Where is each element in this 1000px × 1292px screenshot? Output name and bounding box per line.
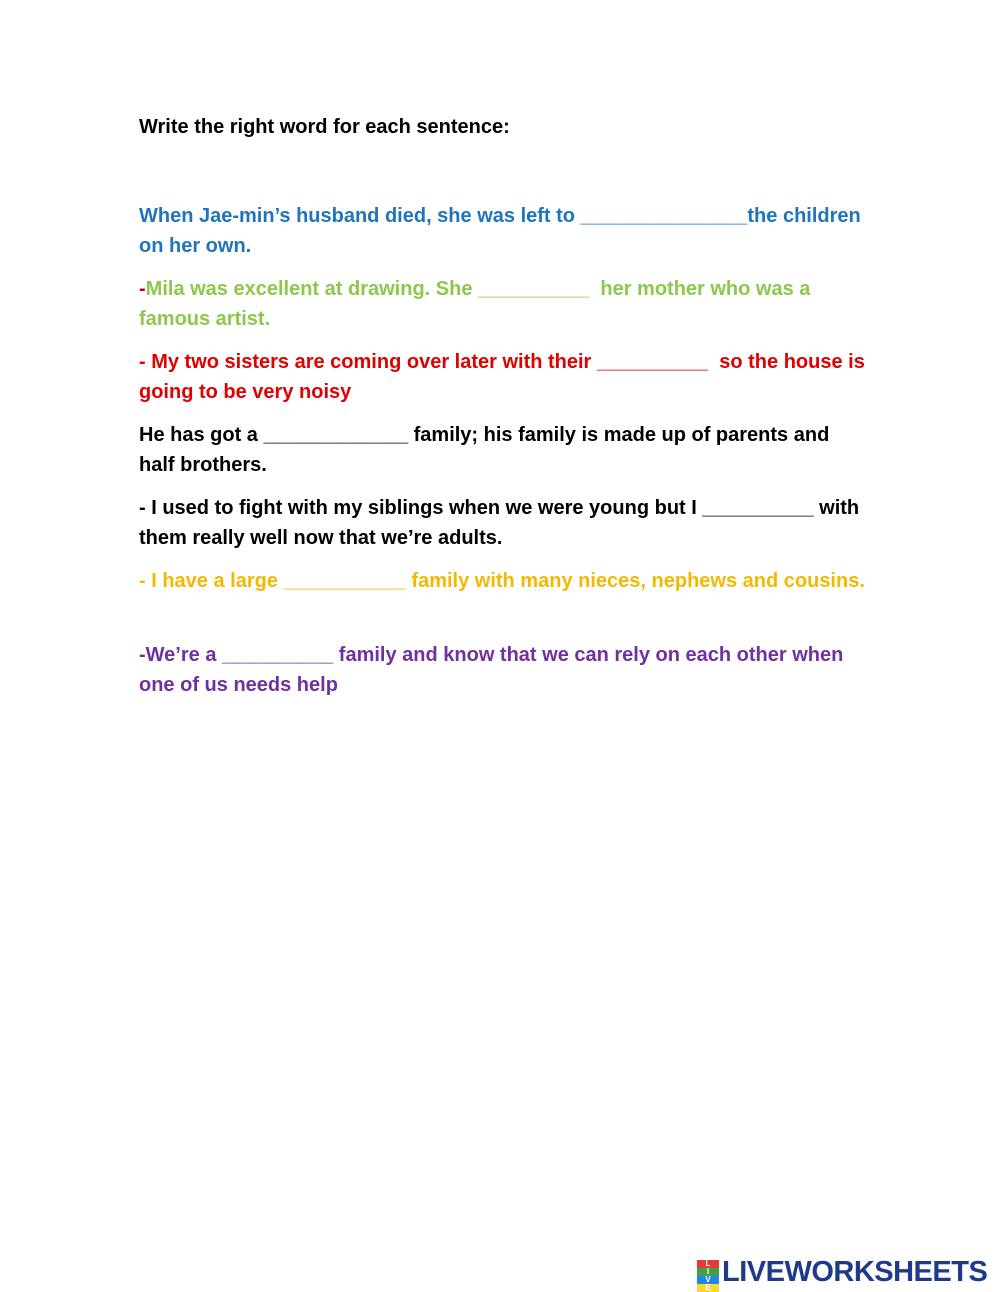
sentence-5: - I used to fight with my siblings when we were young but I __________ with them really well now that we’re adults. <box>139 497 865 549</box>
sentence-7: -We’re a __________ family and know that we can rely on each other when one of us needs help <box>139 644 849 696</box>
sentence-4: He has got a _____________ family; his family is made up of parents and half brothers. <box>139 424 835 476</box>
logo-badge-letter: E <box>697 1284 719 1292</box>
logo-badge-letter: V <box>697 1276 719 1284</box>
logo-badge-icon <box>697 1258 719 1292</box>
liveworksheets-logo <box>697 1256 988 1292</box>
instruction-title: Write the right word for each sentence: <box>139 116 510 138</box>
logo-badge-letter: L <box>697 1260 719 1268</box>
sentence-3: - My two sisters are coming over later with their __________ so the house is going to be very noisy <box>139 351 871 403</box>
logo-badge-letter: I <box>697 1268 719 1276</box>
sentence-2-text: Mila was excellent at drawing. She __________ her mother who was a famous artist. <box>139 278 816 330</box>
sentence-2-dash: - <box>139 278 146 300</box>
logo-text: LIVEWORKSHEETS <box>722 1256 988 1288</box>
sentence-6: - I have a large ___________ family with many nieces, nephews and cousins. <box>139 570 865 592</box>
sentence-1: When Jae-min’s husband died, she was left to _______________the children on her own. <box>139 205 867 257</box>
sentence-2 <box>139 274 869 334</box>
